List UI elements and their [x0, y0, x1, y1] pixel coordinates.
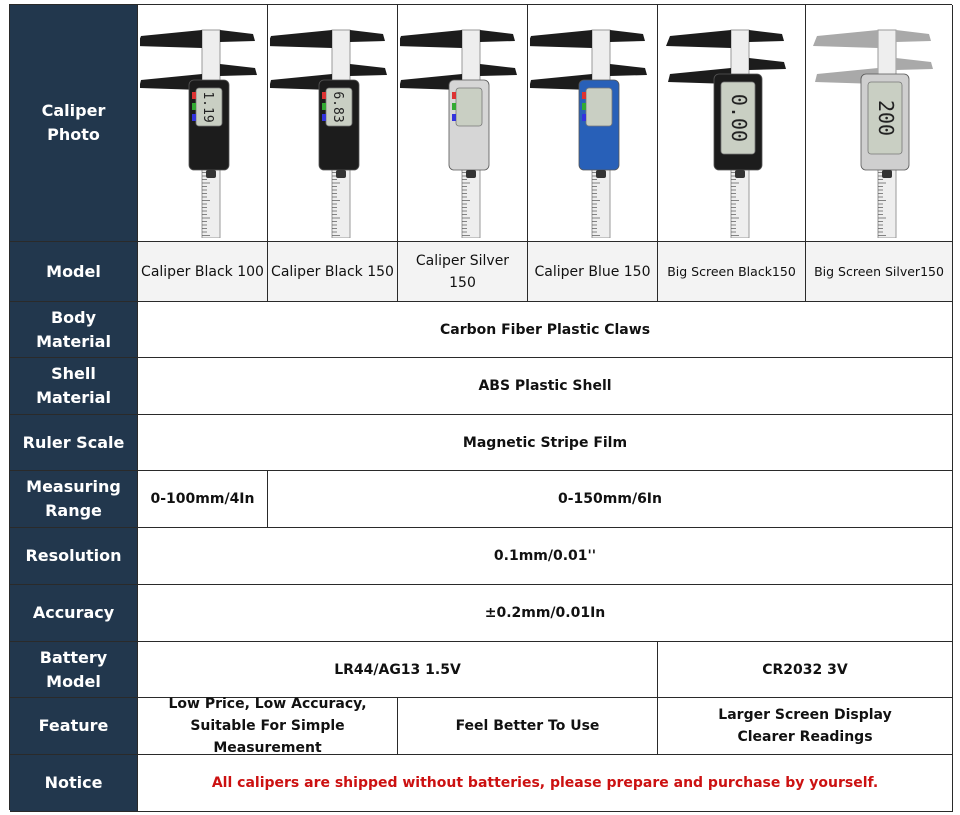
fixed-jaw: [530, 30, 592, 48]
row-label-shell-material: Shell Material: [10, 358, 138, 415]
spec-table: [9, 4, 952, 810]
row-label-notice: Notice: [10, 755, 138, 812]
fixed-jaw: [140, 30, 202, 48]
caliper-photo-big-screen-black-150: [658, 5, 806, 242]
slider-button: [452, 103, 456, 110]
battery-value-standard: LR44/AG13 1.5V: [138, 642, 658, 698]
slider-button: [192, 92, 196, 99]
battery-value-big-screen: CR2032 3V: [658, 642, 953, 698]
slider-button: [322, 103, 326, 110]
row-label-feature: Feature: [10, 698, 138, 755]
notice-text: All calipers are shipped without batteries, please prepare and purchase by yourself.: [138, 755, 953, 812]
slider-button: [192, 103, 196, 110]
body-material-value: Carbon Fiber Plastic Claws: [138, 302, 953, 358]
row-label-model: Model: [10, 242, 138, 302]
fixed-jaw-upper: [350, 30, 385, 42]
model-cell: Big Screen Black150: [658, 242, 806, 302]
accuracy-value: ±0.2mm/0.01In: [138, 585, 953, 642]
feature-value-mid: Feel Better To Use: [398, 698, 658, 755]
range-value-150: 0-150mm/6In: [268, 471, 953, 528]
ruler-scale-value: Magnetic Stripe Film: [138, 415, 953, 471]
row-label-resolution: Resolution: [10, 528, 138, 585]
lcd-reading: 1.19: [199, 91, 215, 123]
slider-button: [582, 92, 586, 99]
caliper-photo-big-screen-silver-150: [806, 5, 953, 242]
model-cell: Caliper Black 150: [268, 242, 398, 302]
caliper-photo-black-150: [268, 5, 398, 242]
caliper-photo-silver-150: [398, 5, 528, 242]
fixed-jaw: [400, 30, 462, 48]
model-cell: Caliper Blue 150: [528, 242, 658, 302]
fixed-jaw: [813, 30, 878, 48]
lcd-reading: 0.00: [726, 93, 751, 143]
slider-button: [322, 92, 326, 99]
sliding-jaw-upper: [749, 58, 786, 70]
sliding-jaw-upper: [610, 64, 647, 76]
slider-button: [582, 103, 586, 110]
caliper-photo-black-100: [138, 5, 268, 242]
lcd-screen: [586, 88, 612, 126]
fixed-jaw-upper: [749, 30, 784, 42]
sliding-jaw-upper: [350, 64, 387, 76]
thumb-roller: [336, 170, 346, 178]
slider-button: [322, 114, 326, 121]
sliding-jaw-upper: [480, 64, 517, 76]
row-label-body-material: Body Material: [10, 302, 138, 358]
range-value-100: 0-100mm/4In: [138, 471, 268, 528]
thumb-roller: [596, 170, 606, 178]
model-cell: Caliper Black 100: [138, 242, 268, 302]
thumb-roller: [882, 170, 892, 178]
fixed-jaw: [666, 30, 731, 48]
thumb-roller: [206, 170, 216, 178]
lcd-reading: 200: [874, 99, 898, 137]
feature-value-big-screen: Larger Screen Display Clearer Readings: [658, 698, 953, 755]
slider-button: [452, 114, 456, 121]
row-label-ruler-scale: Ruler Scale: [10, 415, 138, 471]
row-label-measuring-range: Measuring Range: [10, 471, 138, 528]
sliding-jaw-upper: [220, 64, 257, 76]
shell-material-value: ABS Plastic Shell: [138, 358, 953, 415]
fixed-jaw: [270, 30, 332, 48]
row-label-battery-model: Battery Model: [10, 642, 138, 698]
feature-value-black-100: Low Price, Low Accuracy, Suitable For Simple Measurement: [138, 698, 398, 755]
sliding-jaw-upper: [896, 58, 933, 70]
slider-button: [452, 92, 456, 99]
slider-button: [192, 114, 196, 121]
fixed-jaw-upper: [896, 30, 931, 42]
thumb-roller: [735, 170, 745, 178]
fixed-jaw-upper: [220, 30, 255, 42]
resolution-value: 0.1mm/0.01'': [138, 528, 953, 585]
lcd-screen: [456, 88, 482, 126]
model-cell: Big Screen Silver150: [806, 242, 953, 302]
fixed-jaw-upper: [480, 30, 515, 42]
slider-button: [582, 114, 586, 121]
row-label-accuracy: Accuracy: [10, 585, 138, 642]
thumb-roller: [466, 170, 476, 178]
row-label-caliper-photo: Caliper Photo: [10, 5, 138, 242]
lcd-reading: 6.83: [329, 91, 345, 123]
caliper-photo-blue-150: [528, 5, 658, 242]
model-cell: Caliper Silver 150: [398, 242, 528, 302]
fixed-jaw-upper: [610, 30, 645, 42]
